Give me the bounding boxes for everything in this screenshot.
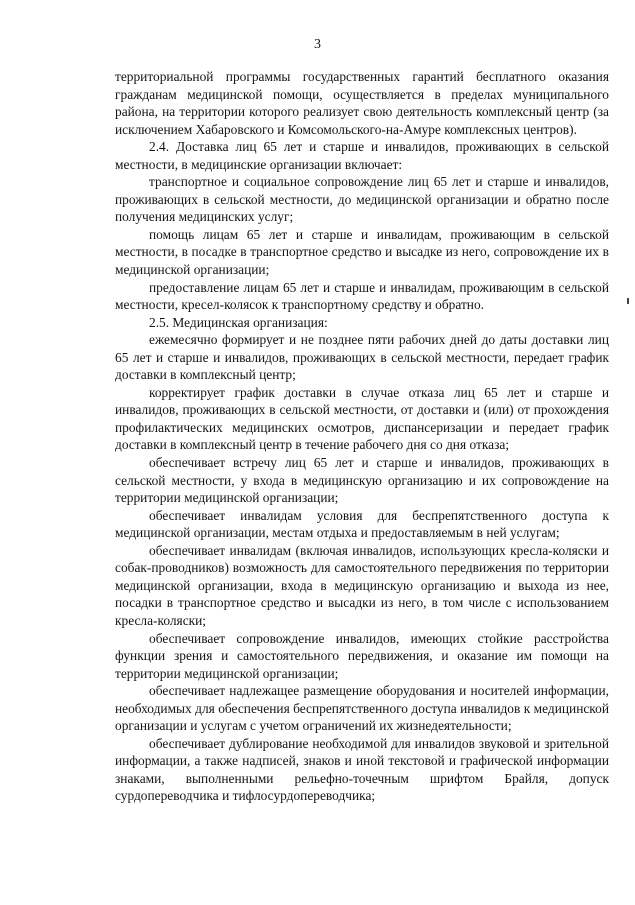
paragraph-2-5-item-8: обеспечивает дублирование необходимой для инвалидов звуковой и зрительной информации, а также надписей, знаков и иной текстовой и графической информации знаками, выполненными рельефно-точечным шрифтом Брайля, допуск сурдопереводчика и тифлосурдопереводчика; <box>115 735 609 804</box>
paragraph-2-5-item-1: ежемесячно формирует и не позднее пяти рабочих дней до даты доставки лиц 65 лет и старше и инвалидов, проживающих в сельской местности, передает график доставки в комплексный центр; <box>115 332 609 383</box>
paragraph-2-5-heading: 2.5. Медицинская организация: <box>149 314 328 330</box>
paragraph-2-4-item-2: помощь лицам 65 лет и старше и инвалидам, проживающим в сельской местности, в посадке в транспортное средство и высадке из него, сопровождение их в медицинской организации; <box>115 226 609 278</box>
page-number: 3 <box>314 37 321 52</box>
paragraph-2-5-item-6: обеспечивает сопровождение инвалидов, имеющих стойкие расстройства функции зрения и самостоятельного передвижения, и оказание им помощи на территории медицинской организации; <box>115 630 609 681</box>
document-body <box>115 68 609 805</box>
paragraph-2-5-item-4: обеспечивает инвалидам условия для беспрепятственного доступа к медицинской организации, местам отдыха и предоставляемым в ней услугам; <box>115 507 609 541</box>
paragraph-continuation: территориальной программы государственных гарантий бесплатного оказания гражданам медицинской помощи, осуществляется в пределах муниципального района, на территории которого реализует свою деятельность комплексный центр (за исключением Хабаровского и Комсомольского-на-Амуре комплексных центров). <box>115 69 609 137</box>
paragraph-2-4-item-3: предоставление лицам 65 лет и старше и инвалидам, проживающим в сельской местности, кресел-колясок к транспортному средству и обратно. <box>115 279 609 313</box>
paragraph-2-5-item-7: обеспечивает надлежащее размещение оборудования и носителей информации, необходимых для обеспечения беспрепятственного доступа инвалидов к медицинской организации и услугам с учетом ограничений их жизнедеятельности; <box>115 683 609 734</box>
paragraph-2-4-heading: 2.4. Доставка лиц 65 лет и старше и инвалидов, проживающих в сельской местности, в медицинские организации включает: <box>115 139 609 172</box>
paragraph-2-5-item-3: обеспечивает встречу лиц 65 лет и старше и инвалидов, проживающих в сельской местности, у входа в медицинскую организацию и их сопровождение на территории медицинской организации; <box>115 455 609 506</box>
paragraph-2-4-item-1: транспортное и социальное сопровождение лиц 65 лет и старше и инвалидов, проживающих в сельской местности, до медицинской организации и обратно после получения медицинских услуг; <box>115 174 609 225</box>
paragraph-2-5-item-2: корректирует график доставки в случае отказа лиц 65 лет и старше и инвалидов, проживающих в сельской местности, от доставки и (или) от прохождения профилактических медицинских осмотров, диспансеризации и передает график доставки в комплексный центр в течение рабочего дня со дня отказа; <box>115 384 609 453</box>
scan-edge-mark <box>627 298 629 304</box>
paragraph-2-5-item-5: обеспечивает инвалидам (включая инвалидов, использующих кресла-коляски и собак-проводников) возможность для самостоятельного передвижения по территории медицинской организации, входа в медицинскую организацию и выхода из нее, посадки в транспортное средство и высадки из него, в том числе с использованием кресла-коляски; <box>115 542 609 628</box>
